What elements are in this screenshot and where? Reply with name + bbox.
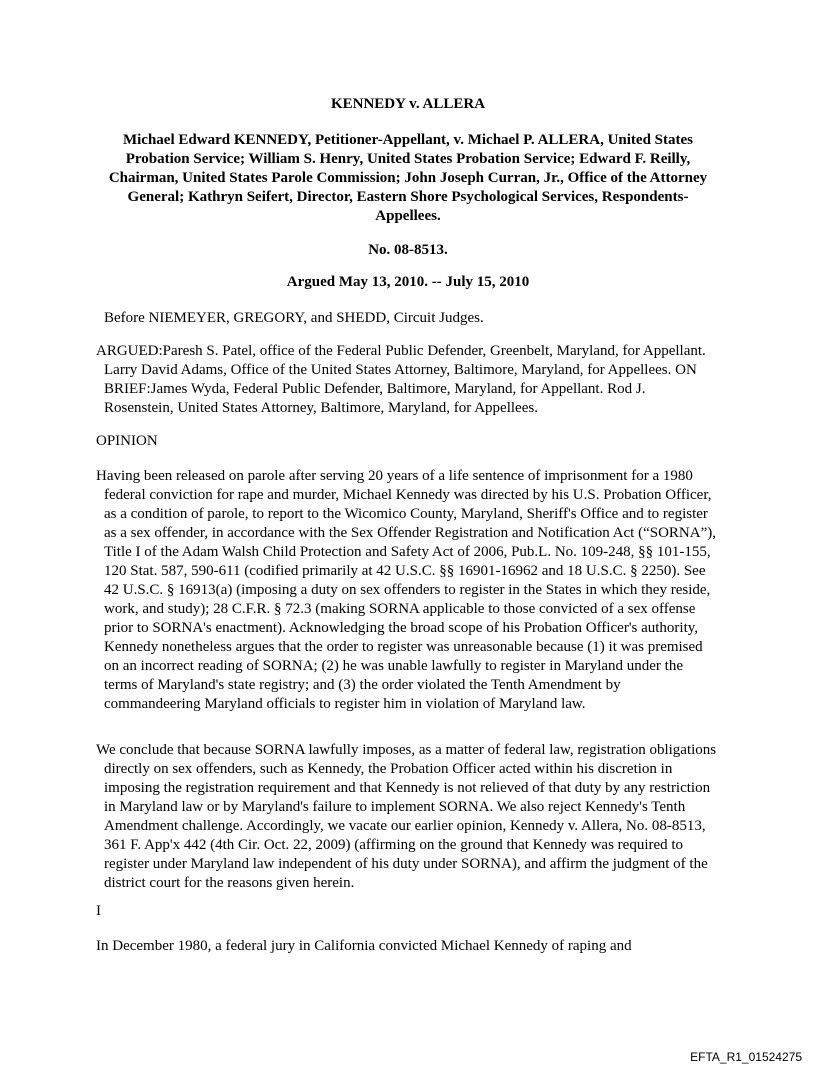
- argued-date: Argued May 13, 2010. -- July 15, 2010: [286, 274, 530, 290]
- section-heading: I: [96, 903, 101, 919]
- counsel-listing: ARGUED:Paresh S. Patel, office of the Federal Public Defender, Greenbelt, Maryland, for Appellant. Larry David Adams, Office of the United States Attorney, Baltimore, Maryland, for Appellees. ON BRIEF:James Wyda, Federal Public Defender, Baltimore, Maryland, for Appellant. Rod J. Rosenstein, United States Attorney, Baltimore, Maryland, for Appellees.: [96, 343, 706, 416]
- case-title: KENNEDY v. ALLERA: [330, 96, 486, 112]
- document-id-footer: EFTA_R1_01524275: [690, 1050, 802, 1064]
- case-parties: Michael Edward KENNEDY, Petitioner-Appellant, v. Michael P. ALLERA, United States Probation Service; William S. Henry, United States Probation Service; Edward F. Reilly, Chairman, United States Parole Commission; John Joseph Curran, Jr., Office of the Attorney General; Kathryn Seifert, Director, Eastern Shore Psychological Services, Respondents-Appellees.: [108, 132, 708, 224]
- opinion-paragraph-3: In December 1980, a federal jury in California convicted Michael Kennedy of raping and: [96, 938, 632, 954]
- opinion-heading: OPINION: [96, 433, 158, 449]
- opinion-paragraph-1: Having been released on parole after serving 20 years of a life sentence of imprisonment for a 1980 federal conviction for rape and murder, Michael Kennedy was directed by his U.S. Probation Officer, as a condition of parole, to report to the Wicomico County, Maryland, Sheriff's Office and to register as a sex offender, in accordance with the Sex Offender Registration and Notification Act (“SORNA”), Title I of the Adam Walsh Child Protection and Safety Act of 2006, Pub.L. No. 109-248, §§ 101-155, 120 Stat. 587, 590-611 (codified primarily at 42 U.S.C. §§ 16901-16962 and 18 U.S.C. § 2250). See 42 U.S.C. § 16913(a) (imposing a duty on sex offenders to register in the States in which they reside, work, and study); 28 C.F.R. § 72.3 (making SORNA applicable to those convicted of a sex offense prior to SORNA's enactment). Acknowledging the broad scope of his Probation Officer's authority, Kennedy nonetheless argues that the order to register was unreasonable because (1) it was premised on an incorrect reading of SORNA; (2) he was unable lawfully to register in Maryland under the terms of Maryland's state registry; and (3) the order violated the Tenth Amendment by commandeering Maryland officials to register him in violation of Maryland law.: [96, 468, 716, 712]
- opinion-paragraph-2: We conclude that because SORNA lawfully imposes, as a matter of federal law, registration obligations directly on sex offenders, such as Kennedy, the Probation Officer acted within his discretion in imposing the registration requirement and that Kennedy is not relieved of that duty by any restriction in Maryland law or by Maryland's failure to implement SORNA. We also reject Kennedy's Tenth Amendment challenge. Accordingly, we vacate our earlier opinion, Kennedy v. Allera, No. 08-8513, 361 F. App'x 442 (4th Cir. Oct. 22, 2009) (affirming on the ground that Kennedy was required to register under Maryland law independent of his duty under SORNA), and affirm the judgment of the district court for the reasons given herein.: [96, 742, 717, 891]
- panel-judges: Before NIEMEYER, GREGORY, and SHEDD, Circuit Judges.: [104, 310, 484, 326]
- docket-number: No. 08-8513.: [368, 242, 448, 258]
